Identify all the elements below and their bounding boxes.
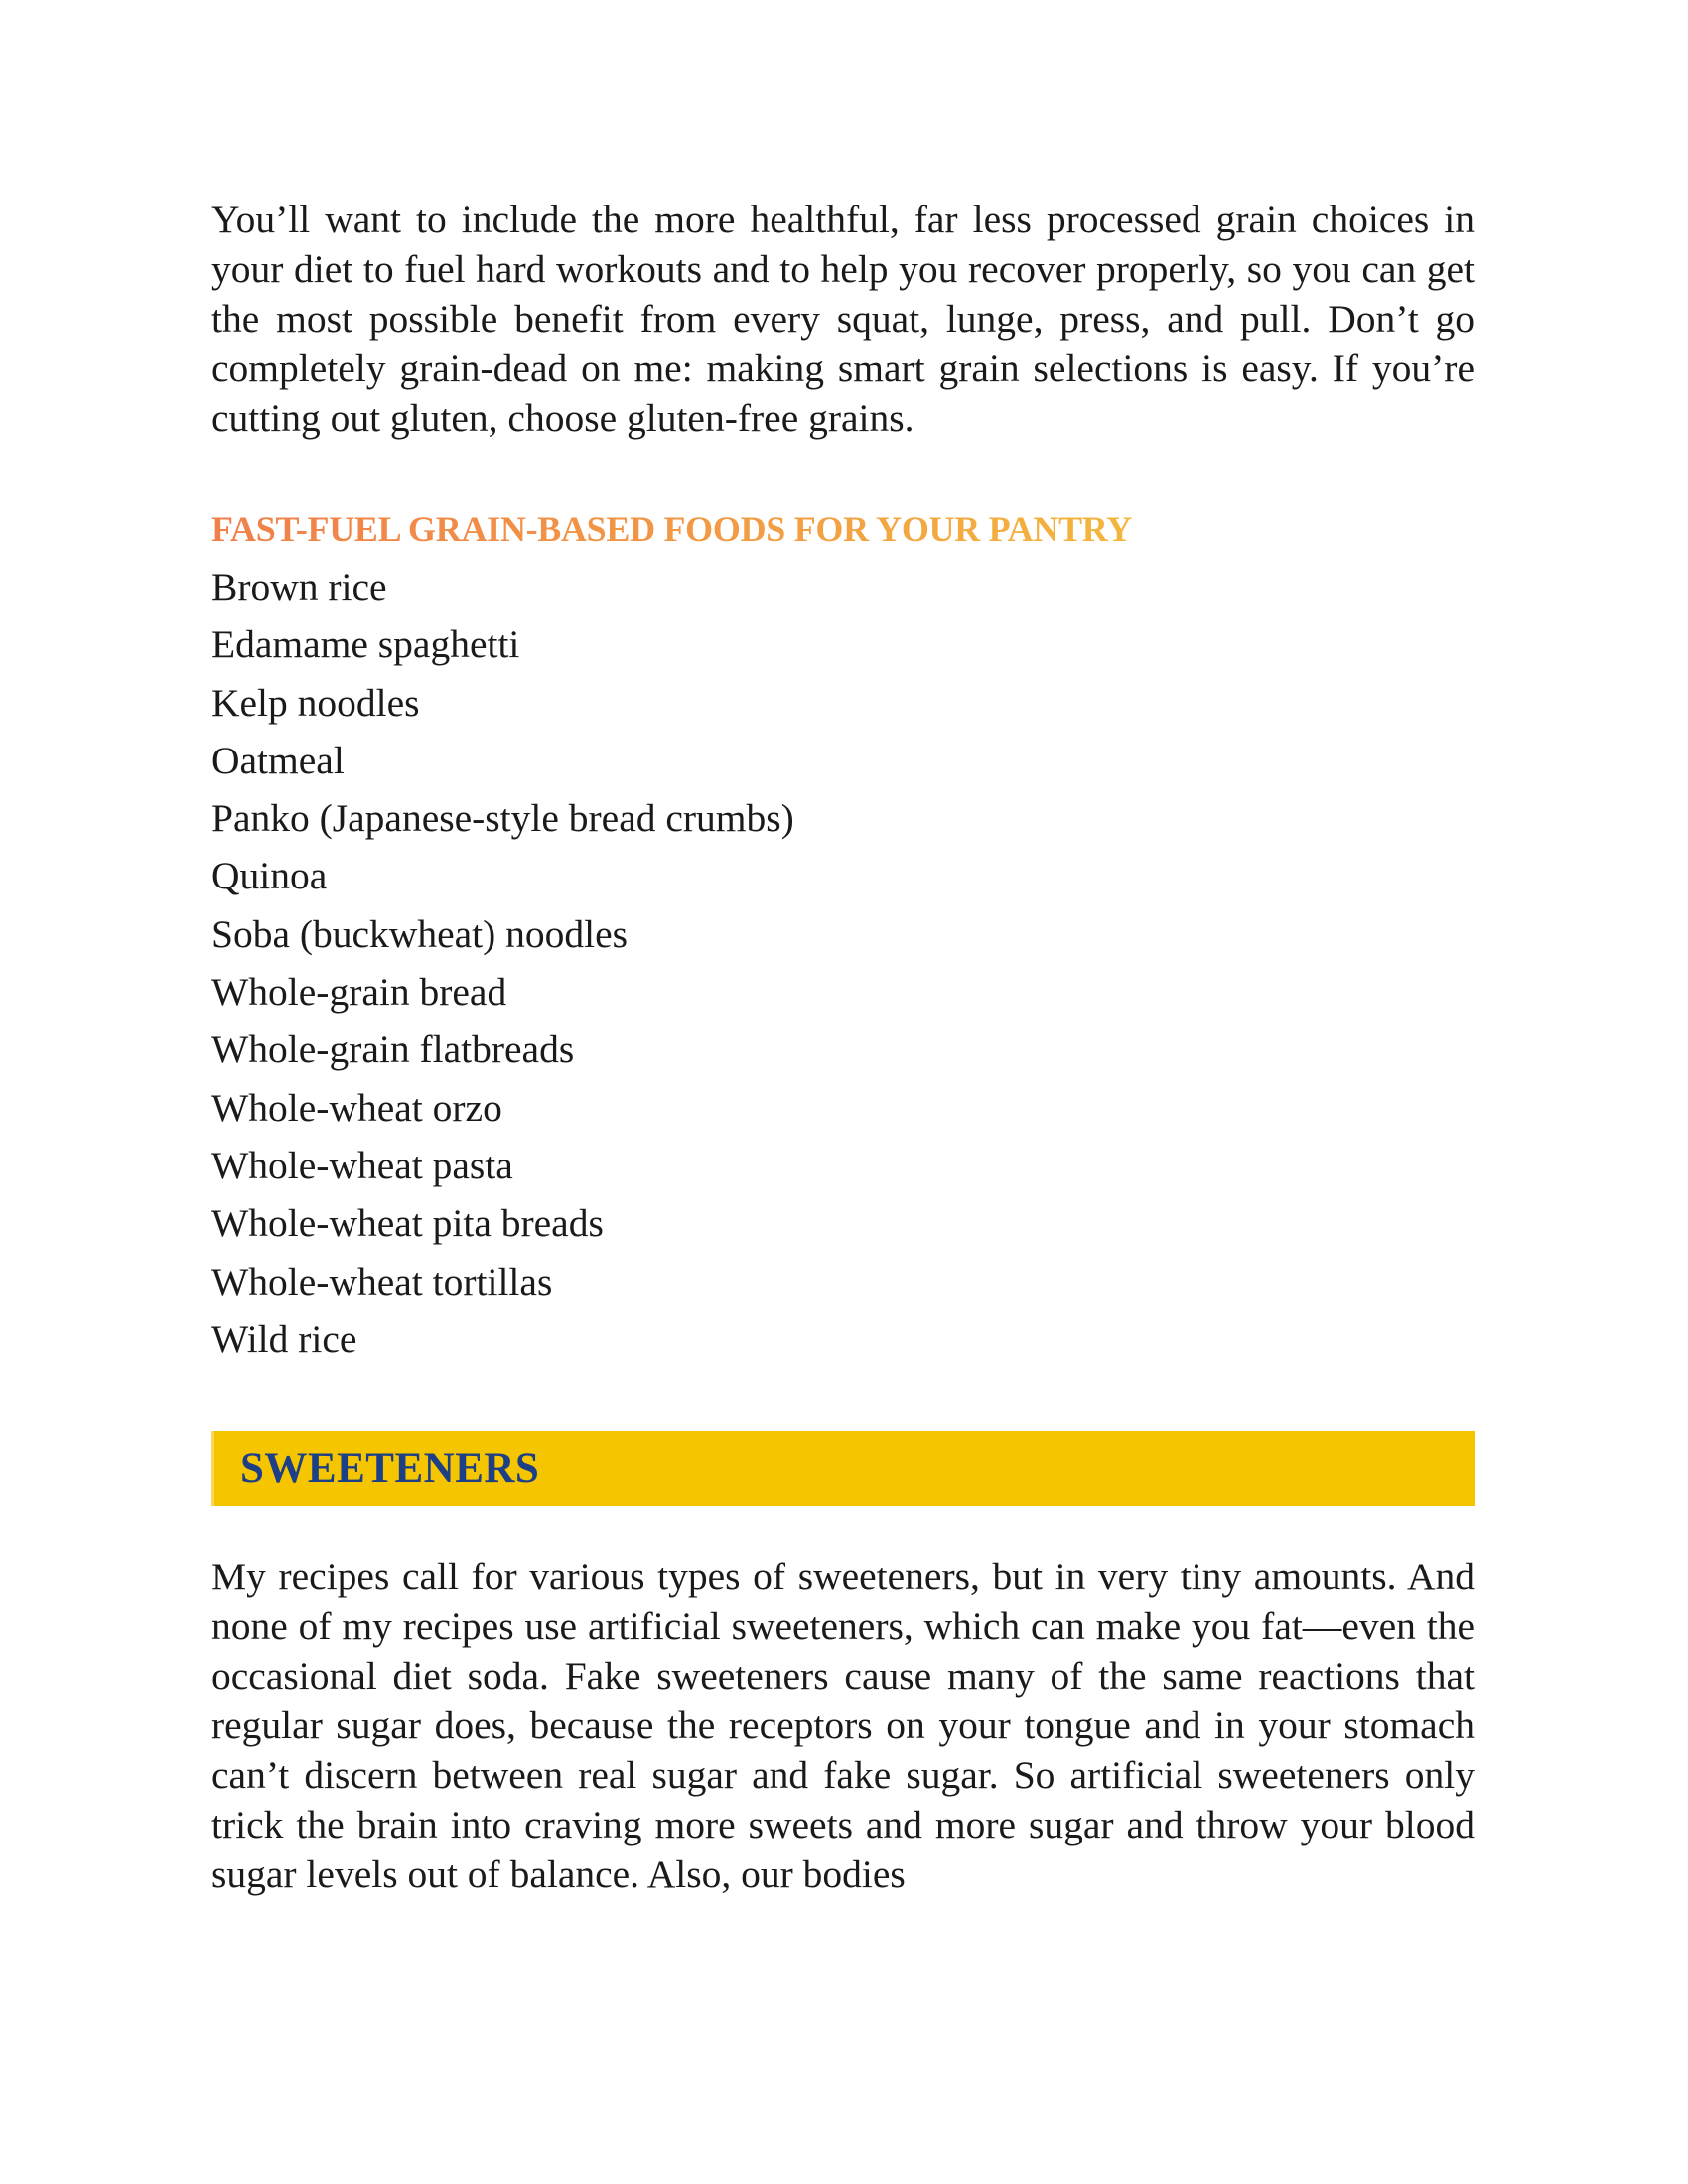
list-item: Whole-grain bread — [211, 970, 507, 1015]
list-item: Quinoa — [211, 854, 328, 898]
pantry-heading: FAST-FUEL GRAIN-BASED FOODS FOR YOUR PANTRY — [211, 504, 1132, 554]
list-item: Whole-grain flatbreads — [211, 1027, 575, 1072]
list-item: Wild rice — [211, 1316, 357, 1361]
list-item: Kelp noodles — [211, 680, 420, 725]
list-item: Whole-wheat orzo — [211, 1085, 502, 1130]
sweeteners-title: SWEETENERS — [240, 1444, 540, 1492]
list-item: Edamame spaghetti — [211, 622, 520, 667]
sweeteners-section-bar — [211, 1431, 1475, 1506]
list-item: Whole-wheat tortillas — [211, 1259, 553, 1303]
list-item: Panko (Japanese-style bread crumbs) — [211, 796, 794, 841]
sweeteners-paragraph: My recipes call for various types of sweeteners, but in very tiny amounts. And none of my recipes use artificial sweeteners, which can make you fat—even the occasional diet soda. Fake sweeteners cause many of the same reactions that regular sugar does, because the receptors on your tongue and in your stomach can’t discern between real sugar and fake sugar. So artificial sweeteners only trick the brain into craving more sweets and more sugar and throw your blood sugar levels out of balance. Also, our bodies — [211, 1555, 1475, 1897]
list-item: Soba (buckwheat) noodles — [211, 911, 629, 956]
list-item: Whole-wheat pita breads — [211, 1201, 604, 1246]
document-page — [211, 195, 1475, 1899]
pantry-list — [211, 558, 1475, 1368]
list-item: Oatmeal — [211, 738, 345, 782]
list-item: Whole-wheat pasta — [211, 1143, 513, 1187]
intro-paragraph: You’ll want to include the more healthful, far less processed grain choices in your diet to fuel hard workouts and to help you recover properly, so you can get the most possible benefit from every squat, lunge, press, and pull. Don’t go completely grain-dead on me: making smart grain selections is easy. If you’re cutting out gluten, choose gluten-free grains. — [211, 198, 1475, 440]
list-item: Brown rice — [211, 565, 387, 609]
